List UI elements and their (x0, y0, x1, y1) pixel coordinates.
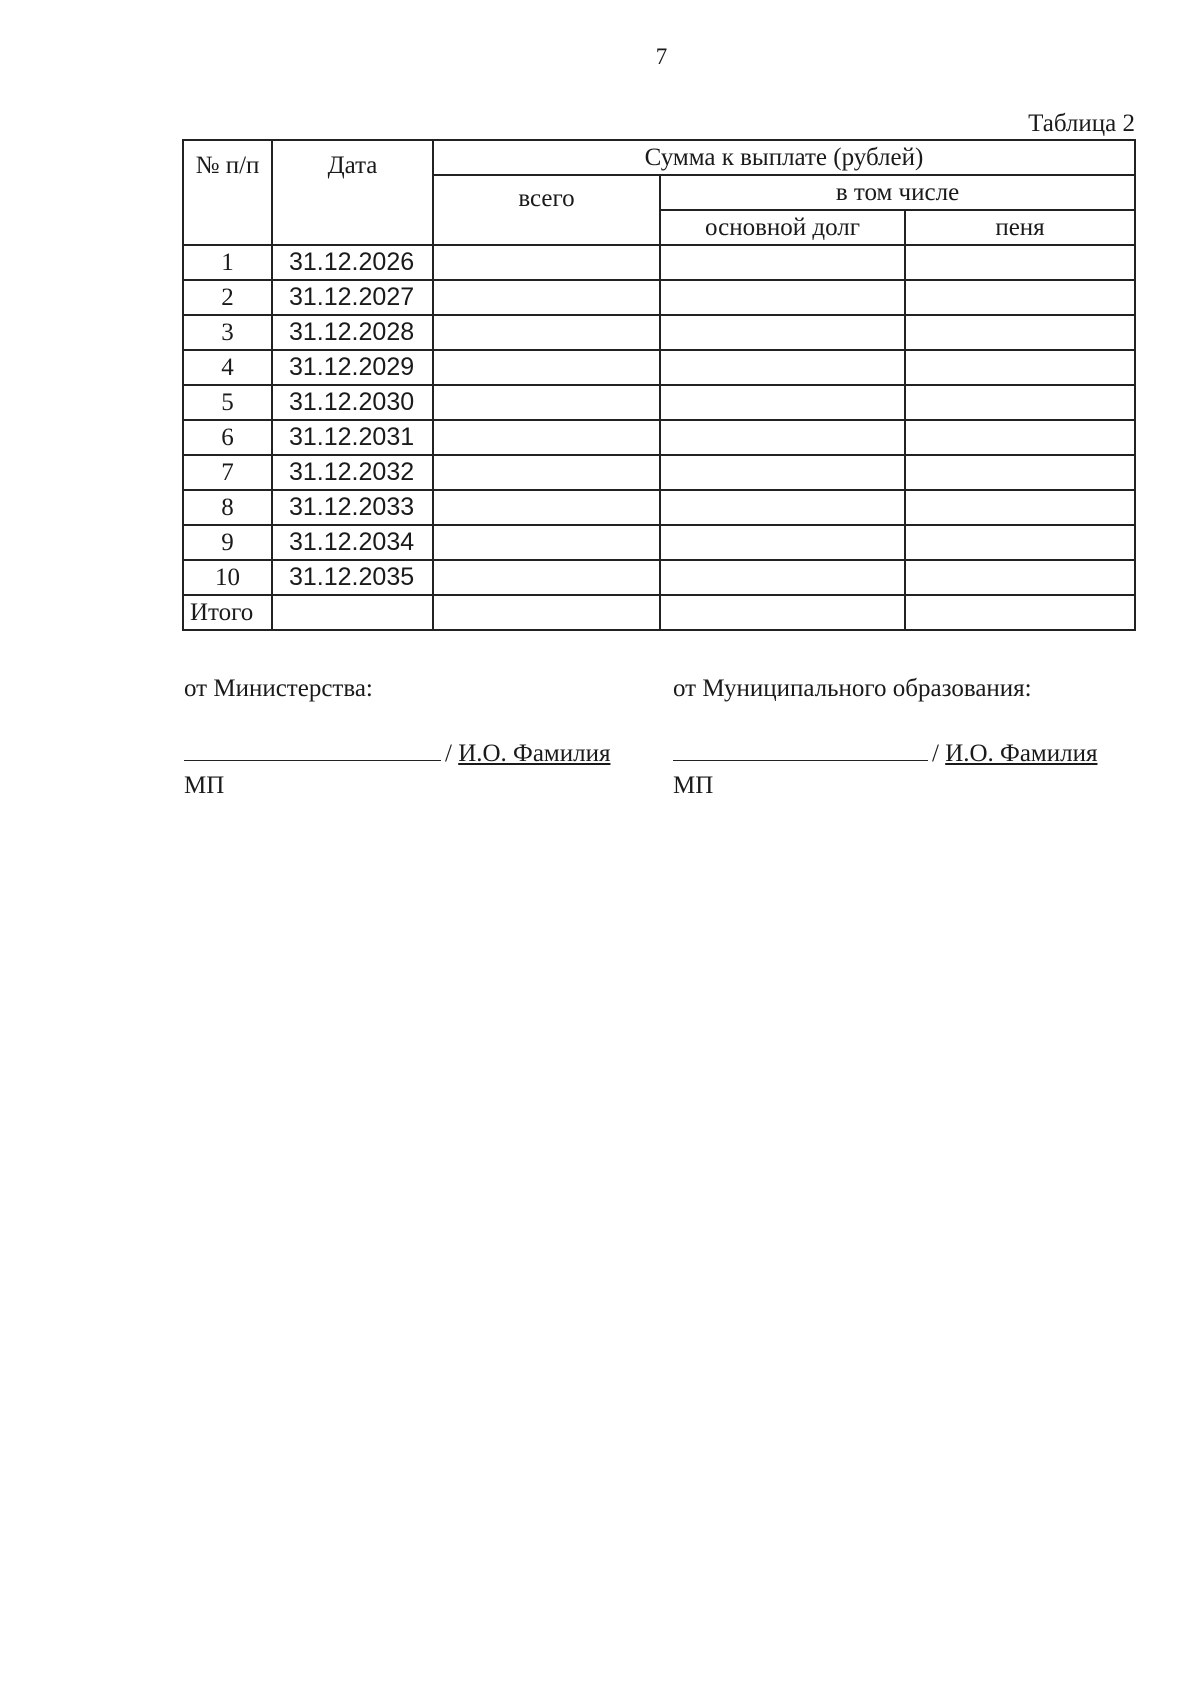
total-principal-cell (660, 595, 905, 630)
row-number: 6 (183, 420, 272, 455)
table-caption: Таблица 2 (1028, 110, 1135, 137)
row-principal-cell (660, 490, 905, 525)
header-penalty: пеня (905, 210, 1135, 245)
table-row (183, 385, 1135, 420)
row-principal-cell (660, 245, 905, 280)
row-penalty-cell (905, 420, 1135, 455)
table-row (183, 455, 1135, 490)
row-number: 7 (183, 455, 272, 490)
row-date: 31.12.2032 (272, 455, 433, 490)
table-row (183, 245, 1135, 280)
header-including: в том числе (660, 175, 1135, 210)
row-principal-cell (660, 315, 905, 350)
row-total-cell (433, 245, 660, 280)
row-principal-cell (660, 280, 905, 315)
header-number: № п/п (183, 140, 272, 245)
signature-blank-line (184, 759, 441, 761)
row-number: 4 (183, 350, 272, 385)
row-date: 31.12.2026 (272, 245, 433, 280)
row-total-cell (433, 560, 660, 595)
header-total: всего (433, 175, 660, 245)
row-date: 31.12.2029 (272, 350, 433, 385)
row-total-cell (433, 490, 660, 525)
table-row (183, 525, 1135, 560)
row-total-cell (433, 350, 660, 385)
row-principal-cell (660, 455, 905, 490)
row-number: 2 (183, 280, 272, 315)
stamp-right: МП (673, 772, 714, 799)
row-penalty-cell (905, 525, 1135, 560)
row-total-cell (433, 420, 660, 455)
signature-right-from: от Муниципального образования: (673, 675, 1032, 702)
total-date-cell (272, 595, 433, 630)
row-penalty-cell (905, 280, 1135, 315)
row-date: 31.12.2034 (272, 525, 433, 560)
row-number: 10 (183, 560, 272, 595)
signature-left-line: / И.О. Фамилия (184, 740, 610, 768)
table-row (183, 350, 1135, 385)
row-number: 1 (183, 245, 272, 280)
row-principal-cell (660, 525, 905, 560)
stamp-left: МП (184, 772, 225, 799)
row-number: 3 (183, 315, 272, 350)
signature-left-name: И.О. Фамилия (458, 740, 611, 767)
row-penalty-cell (905, 350, 1135, 385)
header-date: Дата (272, 140, 433, 245)
row-principal-cell (660, 350, 905, 385)
row-penalty-cell (905, 245, 1135, 280)
row-date: 31.12.2035 (272, 560, 433, 595)
total-sum-cell (433, 595, 660, 630)
row-date: 31.12.2028 (272, 315, 433, 350)
row-penalty-cell (905, 490, 1135, 525)
row-penalty-cell (905, 315, 1135, 350)
header-amount: Сумма к выплате (рублей) (433, 140, 1135, 175)
row-principal-cell (660, 420, 905, 455)
table-row (183, 560, 1135, 595)
header-principal: основной долг (660, 210, 905, 245)
table-row (183, 280, 1135, 315)
signature-right-name: И.О. Фамилия (945, 740, 1098, 767)
total-penalty-cell (905, 595, 1135, 630)
signature-left-from: от Министерства: (184, 675, 373, 702)
row-principal-cell (660, 560, 905, 595)
row-penalty-cell (905, 385, 1135, 420)
table-row (183, 420, 1135, 455)
signature-blank-line (673, 759, 928, 761)
signature-right-line: / И.О. Фамилия (673, 740, 1097, 768)
row-penalty-cell (905, 560, 1135, 595)
row-total-cell (433, 280, 660, 315)
row-total-cell (433, 525, 660, 560)
row-principal-cell (660, 385, 905, 420)
row-number: 5 (183, 385, 272, 420)
row-date: 31.12.2031 (272, 420, 433, 455)
row-penalty-cell (905, 455, 1135, 490)
page-number: 7 (655, 44, 668, 69)
row-number: 8 (183, 490, 272, 525)
row-date: 31.12.2033 (272, 490, 433, 525)
row-total-cell (433, 455, 660, 490)
row-date: 31.12.2027 (272, 280, 433, 315)
payment-schedule-table (182, 139, 1136, 631)
row-date: 31.12.2030 (272, 385, 433, 420)
row-total-cell (433, 385, 660, 420)
row-number: 9 (183, 525, 272, 560)
row-total-cell (433, 315, 660, 350)
table-row (183, 315, 1135, 350)
table-row (183, 490, 1135, 525)
total-row-label: Итого (183, 595, 272, 630)
